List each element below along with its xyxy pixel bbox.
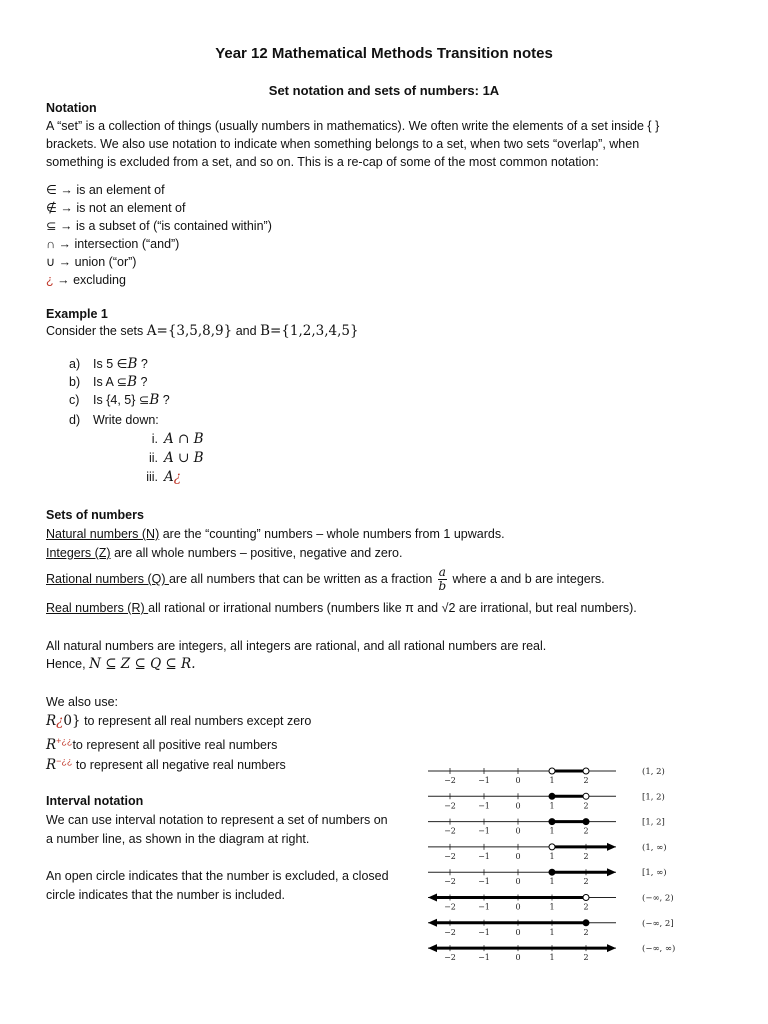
interval-paragraph-1-line-1: We can use interval notation to represent a set of numbers on — [46, 813, 388, 827]
subquestion-math: A ∩ B — [164, 431, 204, 447]
question-label: d) — [69, 413, 81, 427]
use-description: to represent all negative real numbers — [72, 758, 286, 773]
fraction-numerator: a — [438, 565, 446, 579]
interval-label: [1, 2] — [642, 817, 665, 828]
interval-label: (1, 2) — [642, 767, 665, 777]
question-math: B — [127, 356, 138, 372]
set-a: A={3,5,8,9} — [146, 323, 233, 339]
hence-math: N ⊆ Z ⊆ Q ⊆ R. — [89, 656, 196, 672]
open-endpoint — [583, 793, 589, 799]
integers-text: are all whole numbers – positive, negative and zero. — [110, 546, 403, 560]
question-text: Write down: — [93, 413, 159, 427]
tick-label: −1 — [478, 877, 490, 887]
tick-label: −1 — [478, 776, 490, 785]
consider-text: Consider the sets — [46, 324, 144, 338]
interval-paragraph-2-line-2: circle indicates that the number is included. — [46, 888, 286, 902]
notation-intro-2: brackets. We also use notation to indicate when something belongs to a set, when two sets “overlap”, when — [46, 137, 640, 151]
subquestion-label: i. — [151, 432, 158, 446]
use-math: R — [46, 757, 57, 774]
arrowhead-right — [607, 843, 616, 851]
tick-label: −1 — [478, 851, 490, 861]
integers-term: Integers (Z) — [46, 546, 111, 560]
rational-numbers-term: Rational numbers (Q) — [46, 571, 169, 586]
tick-label: −1 — [478, 953, 490, 963]
tick-label: 2 — [583, 826, 589, 836]
use-nonzero-reals — [46, 712, 311, 730]
use-description: to represent all real numbers except zero — [80, 714, 312, 728]
tick-label: 2 — [583, 877, 589, 887]
tick-label: 0 — [515, 826, 521, 836]
symbol-description: → excluding — [57, 273, 126, 287]
use-positive-reals — [46, 732, 277, 754]
question-d — [69, 411, 159, 429]
use-superscript: +¿¿ — [56, 736, 73, 746]
tick-label: −2 — [444, 776, 456, 785]
symbol-row-not-element-of — [46, 199, 185, 217]
use-superscript: −¿¿ — [56, 756, 73, 766]
arrowhead-left — [428, 944, 437, 952]
notation-intro-1: A “set” is a collection of things (usually numbers in mathematics). We often write the elements of a set inside { } — [46, 119, 660, 133]
tick-label: 1 — [549, 776, 555, 785]
tick-label: 1 — [549, 801, 555, 811]
integers-line — [46, 544, 402, 562]
symbol-row-union — [46, 253, 136, 271]
interval-label: [1, 2) — [642, 792, 665, 803]
tick-label: 2 — [583, 801, 589, 811]
natural-numbers-line — [46, 525, 505, 543]
subquestion-math: A ∪ B — [164, 450, 204, 466]
set-b: B={1,2,3,4,5} — [260, 323, 359, 339]
tick-label: −1 — [478, 902, 490, 912]
tick-label: −1 — [478, 801, 490, 811]
summary-line: All natural numbers are integers, all integers are rational, and all rational numbers are real. — [46, 639, 547, 653]
subset-symbol: ⊆ — [46, 219, 57, 233]
example-sets-line — [46, 322, 359, 340]
symbol-description: → union (“or”) — [58, 255, 137, 269]
tick-label: 0 — [515, 953, 521, 963]
tick-label: 0 — [515, 927, 521, 937]
real-numbers-term: Real numbers (R) — [46, 601, 149, 615]
tick-label: 0 — [515, 851, 521, 861]
symbol-description: → is a subset of (“is contained within”) — [59, 219, 272, 233]
not-element-of-symbol: ∉ — [46, 201, 57, 215]
arrowhead-right — [607, 868, 616, 876]
question-end: ? — [137, 357, 148, 371]
question-label: c) — [69, 393, 80, 407]
page-title: Year 12 Mathematical Methods Transition notes — [215, 45, 553, 62]
hence-line — [46, 655, 196, 673]
tick-label: 2 — [583, 902, 589, 912]
symbol-description: → is not an element of — [60, 201, 186, 215]
closed-endpoint — [549, 819, 555, 825]
tick-label: −2 — [444, 801, 456, 811]
excluding-symbol: ¿ — [56, 713, 64, 729]
arrowhead-left — [428, 919, 437, 927]
use-description: to represent all positive real numbers — [72, 738, 278, 753]
tick-label: 0 — [515, 776, 521, 785]
notation-heading: Notation — [46, 101, 97, 115]
use-math-end: 0} — [63, 713, 81, 729]
closed-endpoint — [549, 793, 555, 799]
symbol-row-excluding — [46, 271, 126, 289]
real-numbers-text: all rational or irrational numbers (numbers like π and √2 are irrational, but real numbers). — [148, 601, 637, 615]
tick-label: 2 — [583, 851, 589, 861]
arrowhead-left — [428, 894, 437, 902]
excluding-symbol: ¿ — [173, 469, 181, 485]
tick-label: 1 — [549, 953, 555, 963]
interval-paragraph-2-line-1: An open circle indicates that the number is excluded, a closed — [46, 869, 389, 883]
hence-text: Hence, — [46, 657, 86, 671]
intersection-symbol: ∩ — [46, 237, 55, 251]
question-label: a) — [69, 357, 81, 371]
tick-label: 1 — [549, 826, 555, 836]
closed-endpoint — [583, 819, 589, 825]
use-math: R — [46, 737, 57, 754]
tick-label: 2 — [583, 776, 589, 785]
natural-numbers-text: are the “counting” numbers – whole numbers from 1 upwards. — [159, 527, 505, 541]
question-a — [69, 355, 148, 373]
symbol-description: → is an element of — [60, 183, 165, 197]
interval-number-lines-diagram — [418, 760, 708, 970]
tick-label: 1 — [549, 877, 555, 887]
interval-label: (−∞, ∞) — [642, 944, 676, 955]
interval-heading: Interval notation — [46, 794, 144, 808]
element-of-symbol: ∈ — [46, 183, 57, 197]
tick-label: −2 — [444, 851, 456, 861]
open-endpoint — [549, 844, 555, 850]
rational-numbers-line — [46, 566, 605, 593]
subquestion-label: ii. — [148, 451, 158, 465]
real-numbers-line — [46, 599, 637, 617]
closed-endpoint — [549, 869, 555, 875]
closed-endpoint — [583, 920, 589, 926]
tick-label: −2 — [444, 927, 456, 937]
tick-label: −2 — [444, 953, 456, 963]
open-endpoint — [549, 768, 555, 774]
tick-label: 0 — [515, 801, 521, 811]
symbol-row-element-of — [46, 181, 165, 199]
subquestion-iii — [134, 468, 181, 486]
tick-label: 2 — [583, 953, 589, 963]
question-text: Is 5 ∈ — [93, 357, 128, 371]
question-b — [69, 373, 147, 391]
tick-label: −2 — [444, 902, 456, 912]
question-c — [69, 391, 170, 409]
tick-label: 1 — [549, 927, 555, 937]
interval-paragraph-1-line-2: a number line, as shown in the diagram at right. — [46, 832, 310, 846]
tick-label: −1 — [478, 927, 490, 937]
use-negative-reals — [46, 752, 286, 774]
interval-label: (−∞, 2] — [642, 918, 674, 929]
tick-label: 0 — [515, 877, 521, 887]
union-symbol: ∪ — [46, 255, 56, 269]
fraction-denominator: b — [438, 579, 447, 593]
arrowhead-right — [607, 944, 616, 952]
section-subtitle: Set notation and sets of numbers: 1A — [268, 83, 500, 98]
symbol-description: → intersection (“and”) — [58, 237, 180, 251]
subquestion-ii — [134, 449, 204, 467]
fraction-a-over-b — [438, 566, 447, 593]
also-use-line: We also use: — [46, 695, 119, 709]
question-text: Is {4, 5} ⊆ — [93, 393, 150, 407]
example-heading: Example 1 — [46, 307, 108, 321]
notation-intro-3: something is excluded from a set, and so on. This is a re-cap of some of the most common notation: — [46, 155, 599, 169]
symbol-row-intersection — [46, 235, 179, 253]
interval-label: (1, ∞) — [642, 842, 667, 853]
question-end: ? — [137, 375, 148, 389]
and-text: and — [235, 324, 257, 338]
tick-label: −2 — [444, 877, 456, 887]
question-end: ? — [159, 393, 170, 407]
subquestion-math: A — [164, 469, 174, 485]
tick-label: 2 — [583, 927, 589, 937]
natural-numbers-term: Natural numbers (N) — [46, 527, 160, 541]
rational-numbers-end: where a and b are integers. — [452, 571, 605, 586]
question-text: Is A ⊆ — [93, 375, 128, 389]
excluding-symbol: ¿ — [46, 273, 54, 287]
tick-label: 0 — [515, 902, 521, 912]
rational-numbers-text: are all numbers that can be written as a fraction — [168, 571, 433, 586]
subquestion-label: iii. — [146, 470, 158, 484]
question-math: B — [127, 374, 138, 390]
tick-label: −2 — [444, 826, 456, 836]
subquestion-i — [134, 430, 204, 448]
open-endpoint — [583, 895, 589, 901]
use-math: R — [46, 713, 57, 729]
tick-label: −1 — [478, 826, 490, 836]
sets-heading: Sets of numbers — [46, 508, 144, 522]
tick-label: 1 — [549, 902, 555, 912]
open-endpoint — [583, 768, 589, 774]
symbol-row-subset — [46, 217, 272, 235]
interval-label: [1, ∞) — [642, 868, 667, 879]
interval-label: (−∞, 2) — [642, 893, 674, 904]
question-math: B — [149, 392, 160, 408]
tick-label: 1 — [549, 851, 555, 861]
question-label: b) — [69, 375, 81, 389]
